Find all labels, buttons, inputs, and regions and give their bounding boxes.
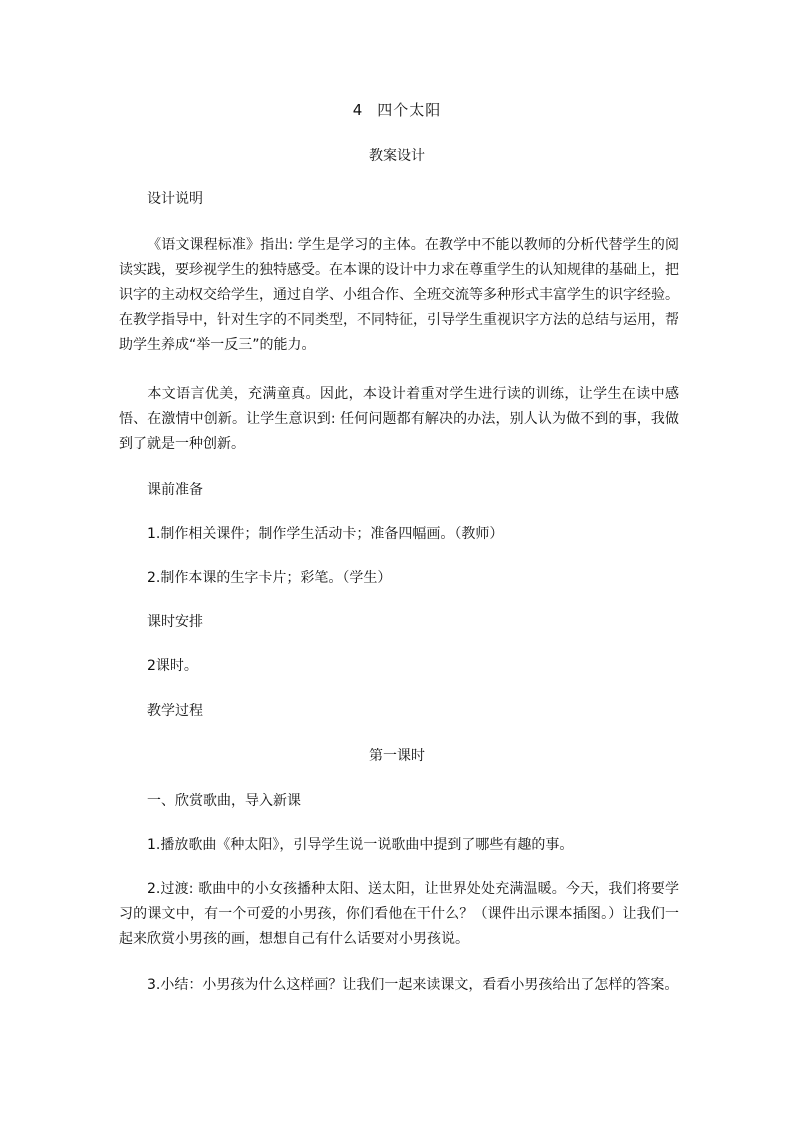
document-subtitle: 教案设计 (369, 148, 425, 164)
step1-item-3: 3.小结：小男孩为什么这样画？让我们一起来读课文，看看小男孩给出了怎样的答案。 (147, 977, 679, 993)
design-note-heading: 设计说明 (147, 191, 203, 207)
step1-item-2-paragraph (119, 877, 679, 952)
schedule-heading: 课时安排 (147, 614, 203, 630)
step1-heading: 一、欣赏歌曲，导入新课 (147, 793, 301, 809)
design-note-paragraph (119, 233, 679, 358)
first-lesson-heading: 第一课时 (369, 748, 425, 764)
design-note-text: 《语文课程标准》指出: 学生是学习的主体。在教学中不能以教师的分析代替学生的阅读实践，要珍视学生的独特感受。在本课的设计中力求在尊重学生的认知规律的基础上，把识字的主动权交给学生，通过自学、小组合作、全班交流等多种形式丰富学生的识字经验。在教学指导中，针对生字的不同类型，不同特征，引导学生重视识字方法的总结与运用，帮助学生养成“举一反三”的能力。 (119, 237, 679, 353)
lesson-title-text: 四个太阳 (377, 101, 442, 119)
design-focus-paragraph (119, 382, 679, 457)
lesson-number: 4 (352, 101, 364, 119)
process-heading: 教学过程 (147, 703, 203, 719)
step1-item-1: 1.播放歌曲《种太阳》，引导学生说一说歌曲中提到了哪些有趣的事。 (147, 837, 574, 853)
lesson-title (0, 100, 794, 120)
prep-heading: 课前准备 (147, 482, 203, 498)
step1-item-2-text: 2.过渡: 歌曲中的小女孩播种太阳、送太阳，让世界处处充满温暖。今天，我们将要学习的课文中，有一个可爱的小男孩，你们看他在干什么？（课件出示课本插图。）让我们一起来欣赏小男孩的画，想想自己有什么话要对小男孩说。 (119, 881, 679, 947)
prep-item-teacher: 1.制作相关课件；制作学生活动卡；准备四幅画。（教师） (147, 526, 504, 542)
schedule-value: 2课时。 (147, 658, 198, 674)
prep-item-student: 2.制作本课的生字卡片；彩笔。（学生） (147, 570, 392, 586)
design-focus-text: 本文语言优美，充满童真。因此，本设计着重对学生进行读的训练，让学生在读中感悟、在激情中创新。让学生意识到: 任何问题都有解决的办法，别人认为做不到的事，我做到了就是一种创新。 (119, 386, 679, 452)
